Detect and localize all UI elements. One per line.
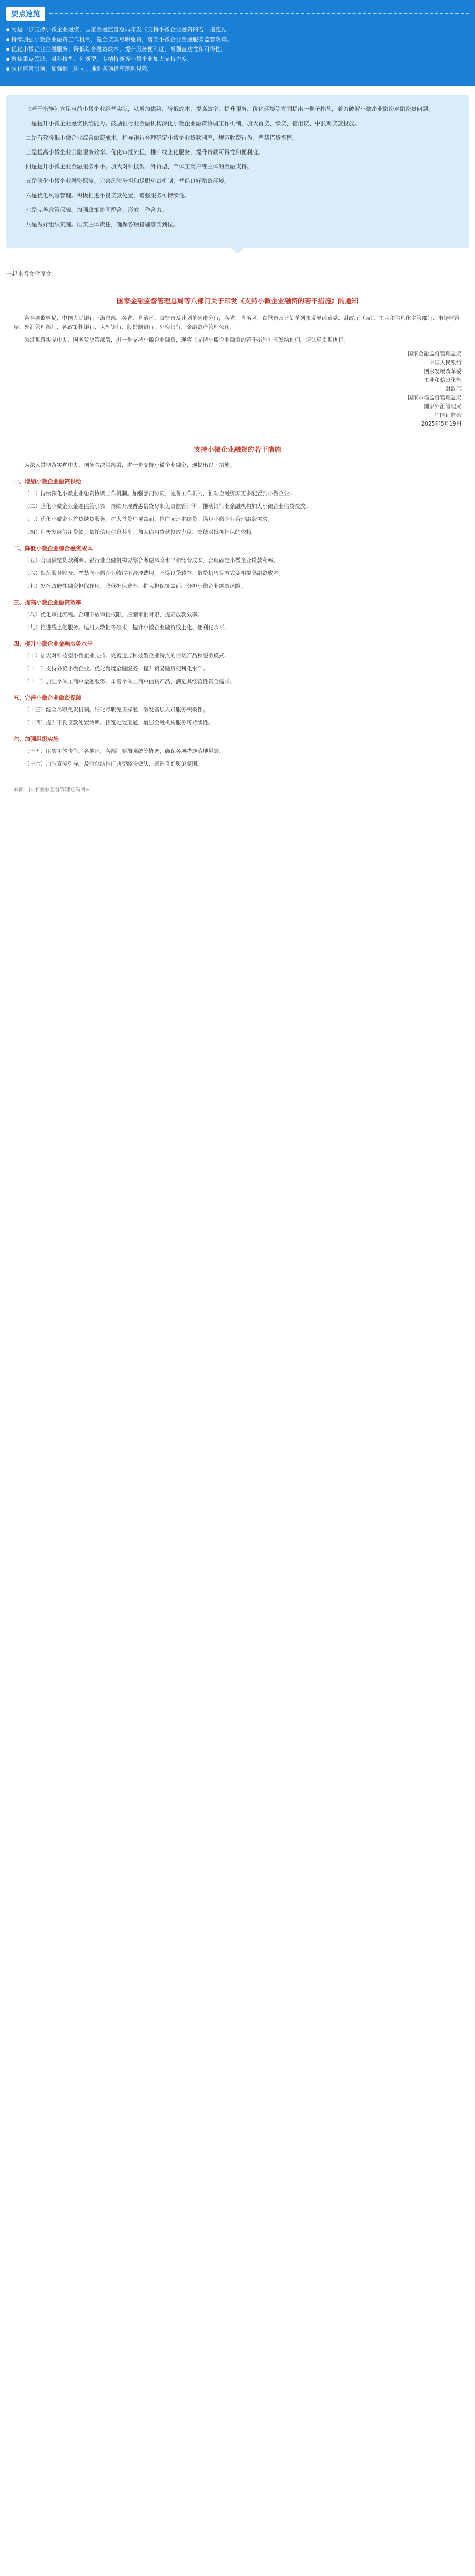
footer-source: 来源：国家金融监督管理总局网站 bbox=[13, 787, 91, 793]
summary-paragraph: 七是完善政策保障。加强政策协同配合，形成工作合力。 bbox=[26, 207, 167, 213]
list-item: ■ 聚焦重点领域，对科技型、创新型、专精特新等小微企业加大支持力度。 bbox=[6, 55, 469, 63]
section-paragraph: （七）发挥政府性融资担保作用。降低担保费率，扩大担保覆盖面，分担小微企业融资风险。 bbox=[24, 583, 246, 589]
lead-paragraph: 为深入贯彻落实党中央、国务院决策部署，进一步支持小微企业融资，现提出以下措施。 bbox=[24, 462, 235, 468]
summary-paragraph: 六是优化风险管理。积极推进不良贷款处置，增强服务可持续性。 bbox=[26, 192, 190, 199]
section-heading: 一、增加小微企业融资供给 bbox=[13, 478, 81, 485]
section-paragraph: （一）持续深化小微企业融资协调工作机制。加强部门协同，完善工作机制，推动金融资源更多配置到小微企业。 bbox=[24, 490, 295, 497]
document-body bbox=[0, 297, 475, 769]
summary-paragraph: 五是强化小微企业融资保障。完善风险分担和尽职免责机制，营造良好融资环境。 bbox=[26, 178, 230, 184]
section-paragraph: （十二）加强个体工商户金融服务。丰富个体工商户信贷产品，满足其经营性资金需求。 bbox=[24, 679, 235, 685]
section-paragraph: （八）优化审批流程。合理下放审批权限，压缩审批时限，提高放款效率。 bbox=[24, 612, 203, 618]
summary-paragraph: 一是提升小微企业融资供给能力。鼓励银行业金融机构深化小微企业融资协调工作机制，加大首贷、续贷、信用贷、中长期贷款投放。 bbox=[26, 120, 360, 127]
page bbox=[0, 0, 475, 793]
key-points-list bbox=[6, 26, 469, 73]
measures-title: 支持小微企业融资的若干措施 bbox=[194, 446, 281, 454]
section-heading: 四、提升小微企业金融服务水平 bbox=[13, 640, 93, 647]
key-points-title: 要点速览 bbox=[6, 7, 45, 21]
signer: 国家发展改革委 bbox=[423, 368, 462, 375]
section-paragraph: （四）积极发展信用贷款。依托信用信息共享，加大信用贷款投放力度，降低对抵押担保的依赖。 bbox=[24, 529, 257, 535]
section-paragraph: （十一）支持外贸小微企业。优化跨境金融服务，提升贸易融资便利化水平。 bbox=[24, 666, 208, 672]
section-paragraph: （二）强化小微企业金融监管引领。持续开展普惠信贷尽职免责监管评价，推动银行业金融机构加大小微企业信贷投放。 bbox=[24, 503, 311, 510]
summary-paragraph: 三是提高小微企业金融服务效率。优化审批流程，推广线上化服务，提升贷款可得性和便利度。 bbox=[26, 149, 264, 156]
section-paragraph: （十五）压实主体责任。各地区、各部门要加强统筹协调，确保各项措施落地见效。 bbox=[24, 748, 225, 754]
summary-paragraph: 八是做好组织实施。压实主体责任，确保各项措施落实到位。 bbox=[26, 221, 179, 228]
signer: 中国人民银行 bbox=[429, 360, 462, 366]
summary-paragraph: 二是有效降低小微企业综合融资成本。指导银行合理确定小微企业贷款利率，规范收费行为，严禁借贷搭售。 bbox=[26, 134, 298, 141]
list-item: ■ 持续加强小微企业融资工作机制，健全贷款尽职免责，落实小微企业金融服务监管政策。 bbox=[6, 36, 469, 44]
signer: 国家外汇管理局 bbox=[423, 403, 462, 410]
section-heading: 五、完善小微企业融资保障 bbox=[13, 694, 81, 701]
section-paragraph: （十六）加强宣传引导。及时总结推广典型经验做法，营造良好舆论氛围。 bbox=[24, 761, 203, 767]
section-paragraph: （五）合理确定贷款利率。银行业金融机构要综合考虑风险水平和经营成本，合理确定小微企业贷款利率。 bbox=[24, 557, 279, 564]
section-paragraph: （六）规范服务收费。严禁向小微企业收取不合理费用，不得以贷转存、借贷搭售等方式变相提高融资成本。 bbox=[24, 570, 284, 577]
sign-date: 2025年5月19日 bbox=[421, 421, 462, 427]
signer: 财政部 bbox=[445, 386, 462, 392]
intro-paragraph: 各金融监管局，中国人民银行上海总部，各省、自治区、直辖市及计划单列市分行，各省、自治区、直辖市及计划单列市发展改革委、财政厅（局）、工业和信息化主管部门、市场监管局、外汇管理部门，各政策性银行、大型银行、股份制银行，外资银行，金融资产管理公司： bbox=[13, 315, 460, 330]
intro-paragraph: 为贯彻落实党中央、国务院决策部署，进一步支持小微企业融资，现将《支持小微企业融资的若干措施》印发给你们，请认真贯彻执行。 bbox=[24, 337, 349, 343]
section-paragraph: （十）加大对科技型小微企业支持。完善适应科技型企业特点的信贷产品和服务模式。 bbox=[24, 653, 230, 659]
list-item: ■ 优化小微企业金融服务，降低综合融资成本，提升服务便利度，增强直达性和可得性。 bbox=[6, 45, 469, 54]
source-line: 一起来看文件原文： bbox=[6, 270, 57, 277]
signer: 国家市场监督管理总局 bbox=[408, 395, 462, 401]
section-heading: 六、加强组织实施 bbox=[13, 736, 59, 742]
section-paragraph: （十四）提升不良贷款处置效率。拓宽处置渠道，增强金融机构服务可持续性。 bbox=[24, 720, 214, 726]
summary-paragraph: 《若干措施》立足当前小微企业经营实际，从增加供给、降低成本、提高效率、提升服务、优化环境等方面提出一揽子措施，着力破解小微企业融资难融资贵问题。 bbox=[26, 106, 434, 112]
section-paragraph: （九）推进线上化服务。运用大数据等技术，提升小微企业融资线上化、便利化水平。 bbox=[24, 624, 230, 631]
list-item: ■ 为进一步支持小微企业融资，国家金融监管总局印发《支持小微企业融资的若干措施》。 bbox=[6, 26, 469, 34]
signers-block bbox=[13, 350, 462, 429]
summary-box bbox=[6, 95, 469, 248]
section-paragraph: （十三）健全尽职免责机制。细化尽职免责标准，激发基层人员服务积极性。 bbox=[24, 707, 208, 713]
key-points-header bbox=[6, 7, 469, 21]
signer: 中国证监会 bbox=[434, 412, 462, 418]
signer: 国家金融监督管理总局 bbox=[408, 351, 462, 357]
section-heading: 二、降低小微企业综合融资成本 bbox=[13, 545, 93, 552]
sections-container bbox=[13, 477, 462, 769]
summary-paragraph: 四是提升小微企业金融服务水平。加大对科技型、外贸型、个体工商户等主体的金融支持。 bbox=[26, 163, 252, 170]
header-dash-line bbox=[49, 13, 469, 15]
section-heading: 三、提高小微企业融资效率 bbox=[13, 599, 81, 606]
signer: 工业和信息化部 bbox=[423, 377, 462, 383]
section-paragraph: （三）优化小微企业首贷续贷服务。扩大首贷户覆盖面，推广无还本续贷，满足小微企业合理融资需求。 bbox=[24, 516, 273, 522]
document-title: 国家金融监督管理总局等八部门关于印发《支持小微企业融资的若干措施》的通知 bbox=[116, 298, 358, 306]
list-item: ■ 强化监管引领，加强部门协同，推动各项措施落地见效。 bbox=[6, 65, 469, 73]
key-points-box bbox=[0, 0, 475, 86]
